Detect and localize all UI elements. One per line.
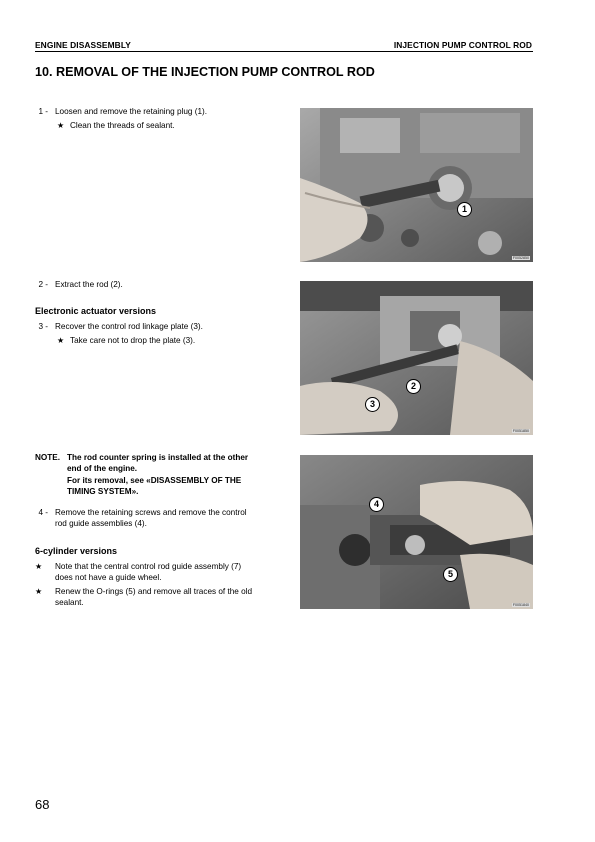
star-icon: ★ xyxy=(57,121,65,130)
six-cylinder-heading: 6-cylinder versions xyxy=(35,546,118,556)
step-3-note: Take care not to drop the plate (3). xyxy=(70,336,196,345)
step-3-number: 3 - xyxy=(38,322,48,331)
bullet-text: does not have a guide wheel. xyxy=(55,573,162,582)
callout-4: 4 xyxy=(369,497,384,512)
step-3-text: Recover the control rod linkage plate (3). xyxy=(55,322,203,331)
running-header-section: ENGINE DISASSEMBLY xyxy=(35,40,131,50)
step-2-text: Extract the rod (2). xyxy=(55,280,123,289)
step-4-text: Remove the retaining screws and remove the control xyxy=(55,508,247,517)
page-number: 68 xyxy=(35,797,50,812)
bullet-text: Renew the O-rings (5) and remove all traces of the old xyxy=(55,587,253,596)
note-line: end of the engine. xyxy=(67,464,138,473)
page-title: 10. REMOVAL OF THE INJECTION PUMP CONTROL ROD xyxy=(35,65,375,79)
star-icon: ★ xyxy=(35,562,43,571)
bullet-text: sealant. xyxy=(55,598,84,607)
figure-code: F0051850 xyxy=(512,429,529,433)
step-2-number: 2 - xyxy=(38,280,48,289)
star-icon: ★ xyxy=(57,336,65,345)
figure-code: F0051840 xyxy=(512,603,529,607)
running-header-topic: INJECTION PUMP CONTROL ROD xyxy=(393,40,532,50)
electronic-actuator-heading: Electronic actuator versions xyxy=(35,306,157,316)
photo-retaining-plug xyxy=(300,108,533,262)
step-1-text: Loosen and remove the retaining plug (1). xyxy=(55,107,208,116)
note-line: The rod counter spring is installed at the other xyxy=(67,453,249,462)
note-line: For its removal, see «DISASSEMBLY OF THE xyxy=(67,476,242,485)
engine-block-illustration xyxy=(300,281,533,435)
step-1-note: Clean the threads of sealant. xyxy=(70,121,175,130)
header-rule xyxy=(35,51,533,52)
engine-block-illustration xyxy=(300,108,533,262)
callout-1: 1 xyxy=(457,202,472,217)
figure-code: F0052850 xyxy=(512,256,529,260)
star-icon: ★ xyxy=(35,587,43,596)
bullet-text: Note that the central control rod guide assembly (7) xyxy=(55,562,242,571)
note-line: TIMING SYSTEM». xyxy=(67,487,139,496)
photo-rod-guide xyxy=(300,455,533,609)
engine-block-illustration xyxy=(300,455,533,609)
step-1-number: 1 - xyxy=(38,107,48,116)
photo-control-rod xyxy=(300,281,533,435)
callout-3: 3 xyxy=(365,397,380,412)
note-label: NOTE. xyxy=(35,453,61,462)
step-4-number: 4 - xyxy=(38,508,48,517)
step-4-text: rod guide assemblies (4). xyxy=(55,519,147,528)
callout-2: 2 xyxy=(406,379,421,394)
callout-5: 5 xyxy=(443,567,458,582)
